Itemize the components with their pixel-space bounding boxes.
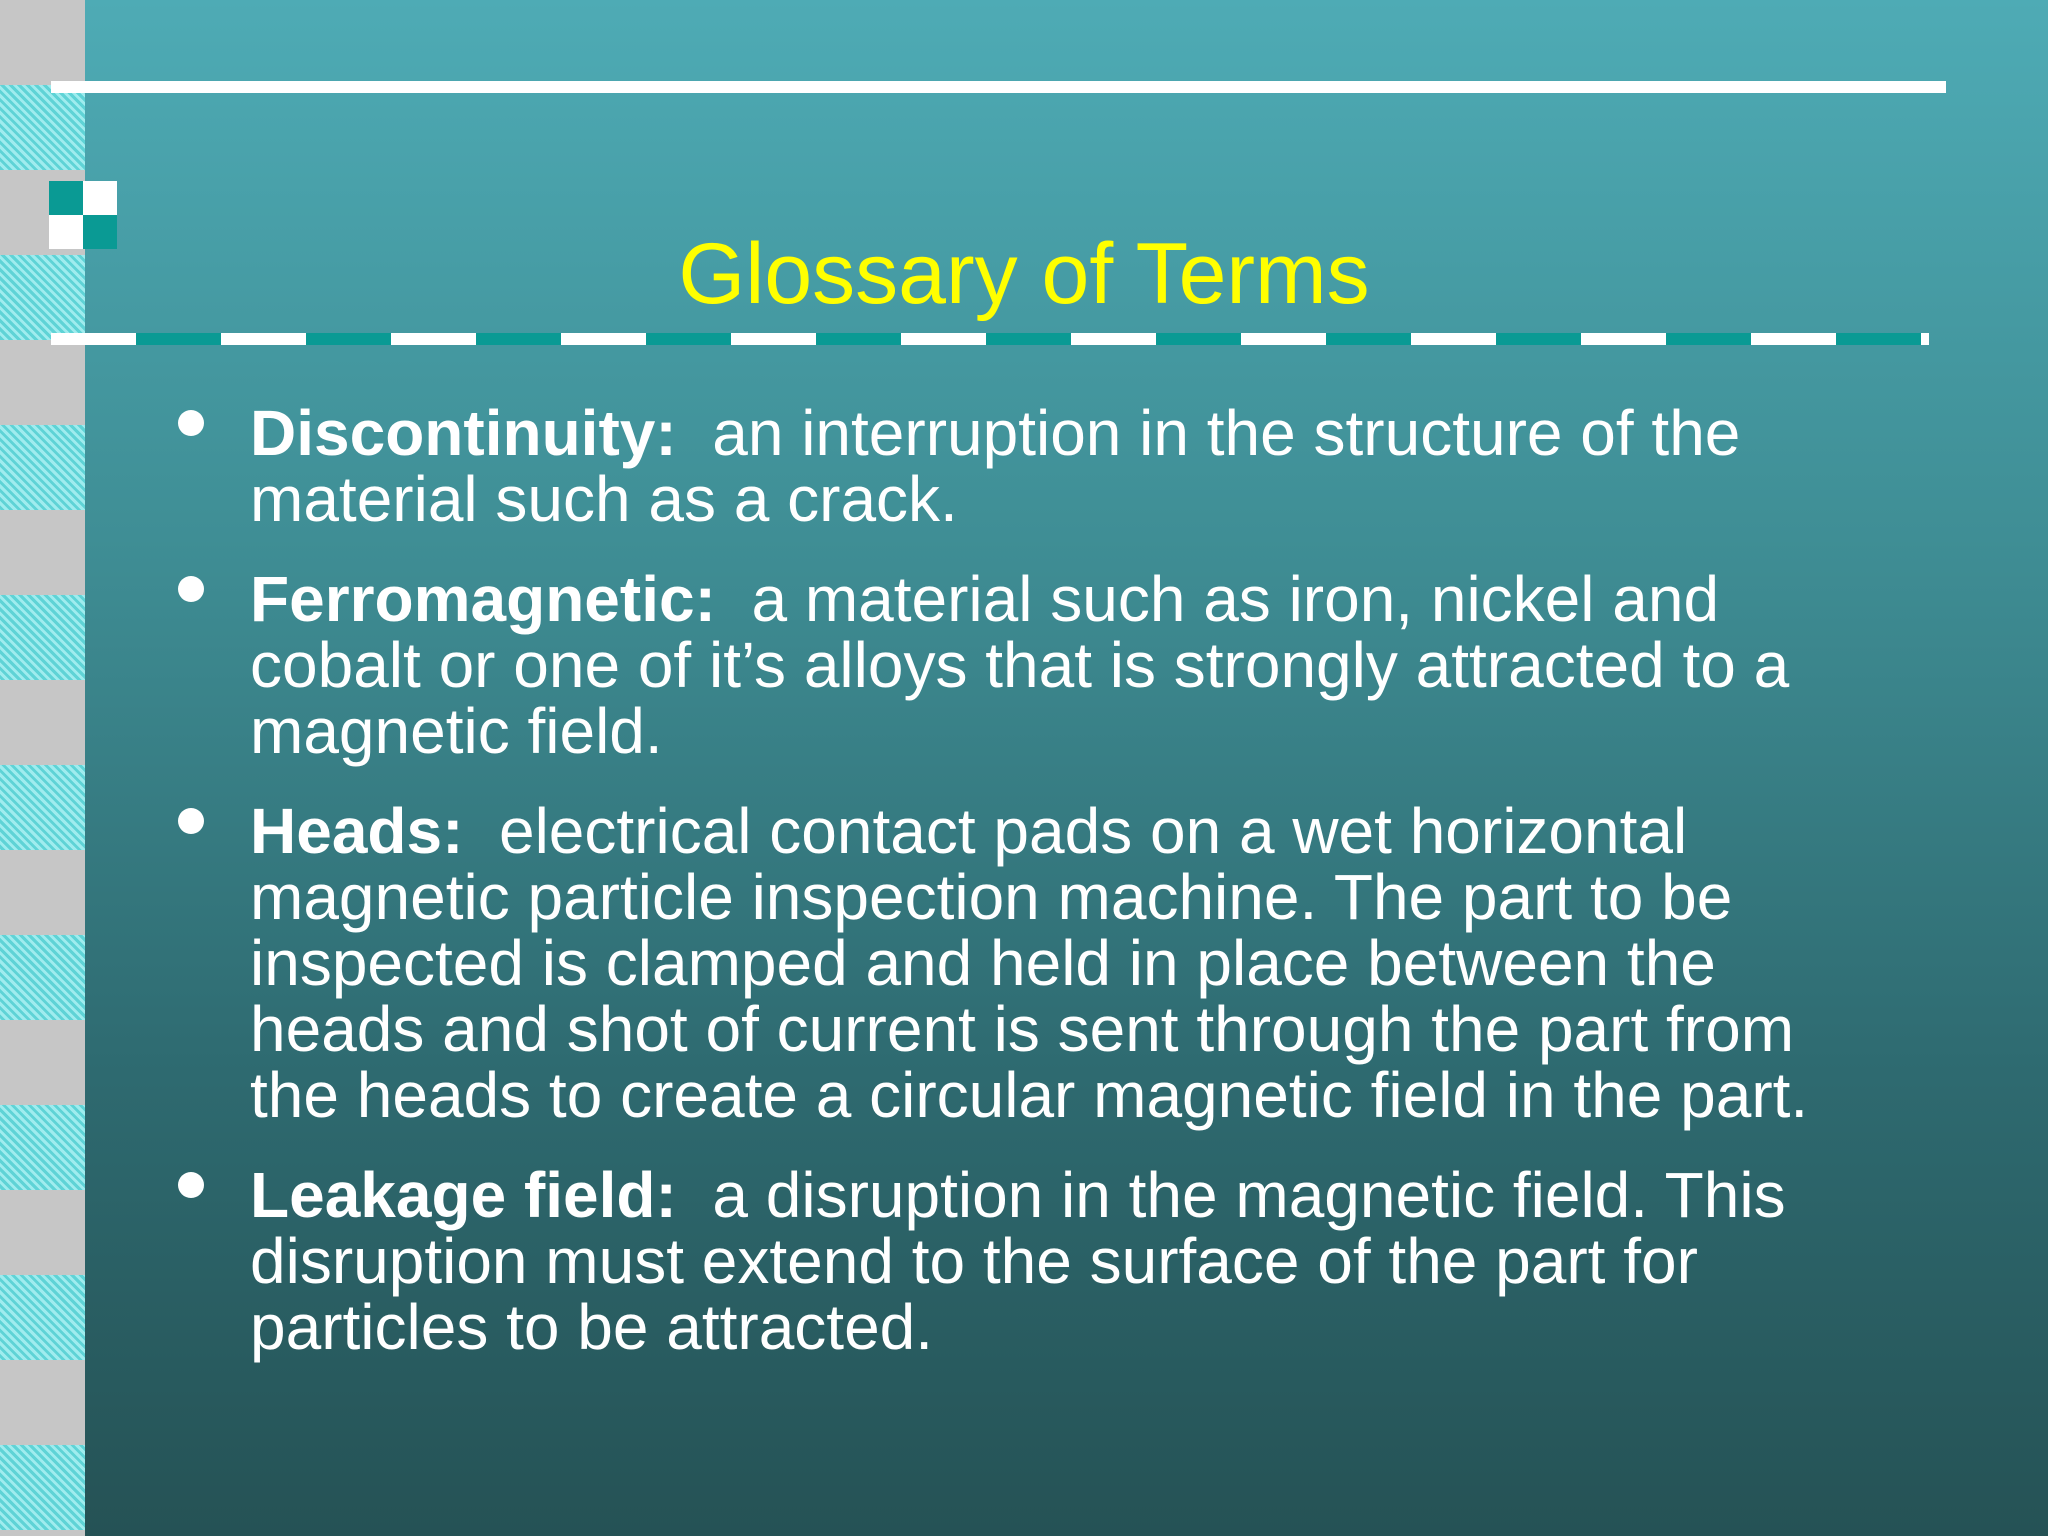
top-divider-line (51, 81, 1946, 93)
glossary-item-ferromagnetic (170, 563, 1870, 767)
glossary-item-leakage-field (170, 1159, 1870, 1363)
bullet-dot-icon (178, 576, 204, 602)
dashed-divider-line (51, 333, 1929, 345)
bullet-dot-icon (178, 410, 204, 436)
glossary-item-heads (170, 795, 1870, 1131)
term-name: Heads: (250, 795, 464, 867)
slide-title: Glossary of Terms (678, 225, 1370, 322)
term-name: Leakage field: (250, 1159, 677, 1231)
term-definition: an interruption in the structure of the material such as a crack. (250, 397, 1741, 535)
glossary-item-discontinuity (170, 397, 1870, 535)
term-name: Discontinuity: (250, 397, 677, 469)
term-definition: a material such as iron, nickel and cobalt or one of it’s alloys that is strongly attracted to a magnetic field. (250, 563, 1790, 767)
glossary-list (170, 397, 1870, 1394)
term-name: Ferromagnetic: (250, 563, 716, 635)
term-definition: electrical contact pads on a wet horizontal magnetic particle inspection machine. The part to be inspected is clamped and held in place between the heads and shot of current is sent through the part from the heads to create a circular magnetic field in the part. (250, 795, 1809, 1131)
bullet-dot-icon (178, 808, 204, 834)
term-definition: a disruption in the magnetic field. This disruption must extend to the surface of the part for particles to be attracted. (250, 1159, 1786, 1363)
bullet-dot-icon (178, 1172, 204, 1198)
